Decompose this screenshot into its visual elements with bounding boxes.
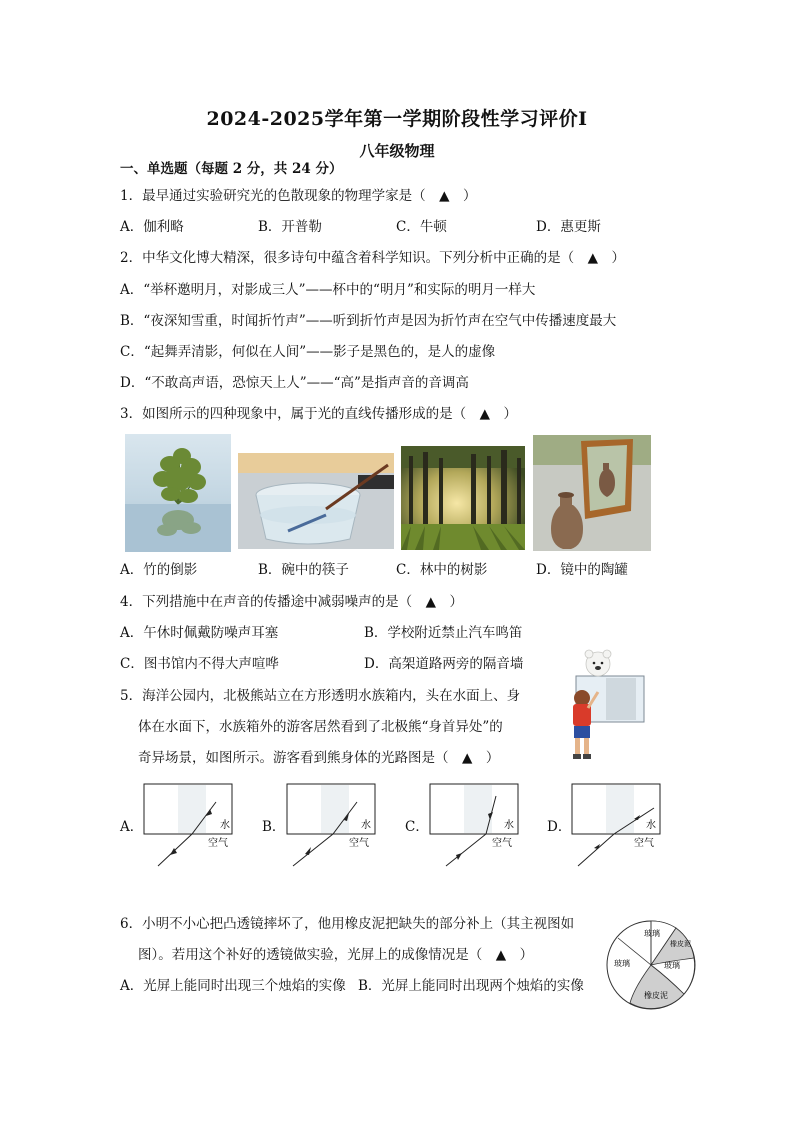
q5-c-air-label: 空气: [492, 838, 512, 849]
lens-glass-left-label: 玻璃: [614, 959, 630, 968]
q5-d-air-label: 空气: [634, 838, 654, 849]
repaired-lens-diagram: [604, 918, 698, 1012]
q1-option-c[interactable]: C．牛顿: [396, 219, 447, 235]
q2-option-d[interactable]: D．“不敢高声语，恐惊天上人”——“高”是指声音的音调高: [120, 375, 469, 391]
q2-stem: 2．中华文化博大精深，很多诗句中蕴含着科学知识。下列分析中正确的是（ ▲ ）: [120, 250, 625, 266]
q5-diagram-c[interactable]: [416, 782, 526, 868]
polar-bear-aquarium-illustration: [558, 648, 648, 766]
mirror-vase-photo: [533, 435, 651, 551]
q5-a-water-label: 水: [220, 820, 230, 831]
q4-option-c[interactable]: C．图书馆内不得大声喧哗: [120, 656, 279, 672]
q5-b-water-label: 水: [361, 820, 371, 831]
q6-stem-line1: 6．小明不小心把凸透镜摔坏了，他用橡皮泥把缺失的部分补上（其主视图如: [120, 916, 575, 932]
q6-stem-line2: 图）。若用这个补好的透镜做实验，光屏上的成像情况是（ ▲ ）: [138, 947, 534, 963]
q1-option-a[interactable]: A．伽利略: [120, 219, 184, 235]
q5-d-water-label: 水: [646, 820, 656, 831]
q5-c-water-label: 水: [504, 820, 514, 831]
q3-option-c[interactable]: C．林中的树影: [396, 562, 488, 578]
chopstick-bowl-photo: [238, 453, 394, 549]
q3-option-d[interactable]: D．镜中的陶罐: [536, 562, 628, 578]
q5-stem-line1: 5．海洋公园内，北极熊站立在方形透明水族箱内，头在水面上、身: [120, 688, 521, 704]
q4-option-b[interactable]: B．学校附近禁止汽车鸣笛: [364, 625, 523, 641]
q4-option-d[interactable]: D．高架道路两旁的隔音墙: [364, 656, 524, 672]
q5-stem-line2: 体在水面下，水族箱外的游客居然看到了北极熊“身首异处”的: [138, 719, 503, 735]
q5-option-a-letter[interactable]: A．: [120, 819, 144, 835]
q5-b-air-label: 空气: [349, 838, 369, 849]
q6-option-b[interactable]: B．光屏上能同时出现两个烛焰的实像: [358, 978, 584, 994]
exam-subject: 八年级物理: [359, 142, 435, 160]
q5-stem-line3: 奇异场景，如图所示。游客看到熊身体的光路图是（ ▲ ）: [138, 750, 500, 766]
lens-glass-right-label: 玻璃: [664, 961, 680, 970]
q4-stem: 4．下列措施中在声音的传播途中减弱噪声的是（ ▲ ）: [120, 594, 463, 610]
q3-stem: 3．如图所示的四种现象中，属于光的直线传播形成的是（ ▲ ）: [120, 406, 517, 422]
q6-option-a[interactable]: A．光屏上能同时出现三个烛焰的实像: [120, 978, 346, 994]
q4-option-a[interactable]: A．午休时佩戴防噪声耳塞: [120, 625, 279, 641]
q5-diagram-b[interactable]: [273, 782, 383, 868]
lens-glass-top-label: 玻璃: [644, 929, 660, 938]
q5-option-d-letter[interactable]: D．: [547, 819, 572, 835]
q5-option-c-letter[interactable]: C．: [405, 819, 429, 835]
section-heading: 一、单选题（每题 2 分，共 24 分）: [120, 161, 343, 177]
q5-option-b-letter[interactable]: B．: [262, 819, 286, 835]
q1-stem: 1．最早通过实验研究光的色散现象的物理学家是（ ▲ ）: [120, 188, 477, 204]
q3-option-a[interactable]: A．竹的倒影: [120, 562, 198, 578]
exam-title: 2024-2025学年第一学期阶段性学习评价Ⅰ: [206, 108, 588, 130]
q2-option-c[interactable]: C．“起舞弄清影，何似在人间”——影子是黑色的，是人的虚像: [120, 344, 496, 360]
q3-option-b[interactable]: B．碗中的筷子: [258, 562, 349, 578]
lens-clay-bottom-label: 橡皮泥: [644, 991, 668, 1000]
q1-option-d[interactable]: D．惠更斯: [536, 219, 601, 235]
bamboo-reflection-photo: [125, 434, 231, 552]
q5-diagram-d[interactable]: [558, 782, 668, 868]
lens-clay-top-label: 橡皮泥: [670, 940, 691, 948]
q2-option-b[interactable]: B．“夜深知雪重，时闻折竹声”——听到折竹声是因为折竹声在空气中传播速度最大: [120, 313, 617, 329]
q5-a-air-label: 空气: [208, 838, 228, 849]
q2-option-a[interactable]: A．“举杯邀明月，对影成三人”——杯中的“明月”和实际的明月一样大: [120, 282, 536, 298]
q5-diagram-a[interactable]: [130, 782, 240, 868]
forest-shadow-photo: [401, 446, 525, 550]
q1-option-b[interactable]: B．开普勒: [258, 219, 322, 235]
